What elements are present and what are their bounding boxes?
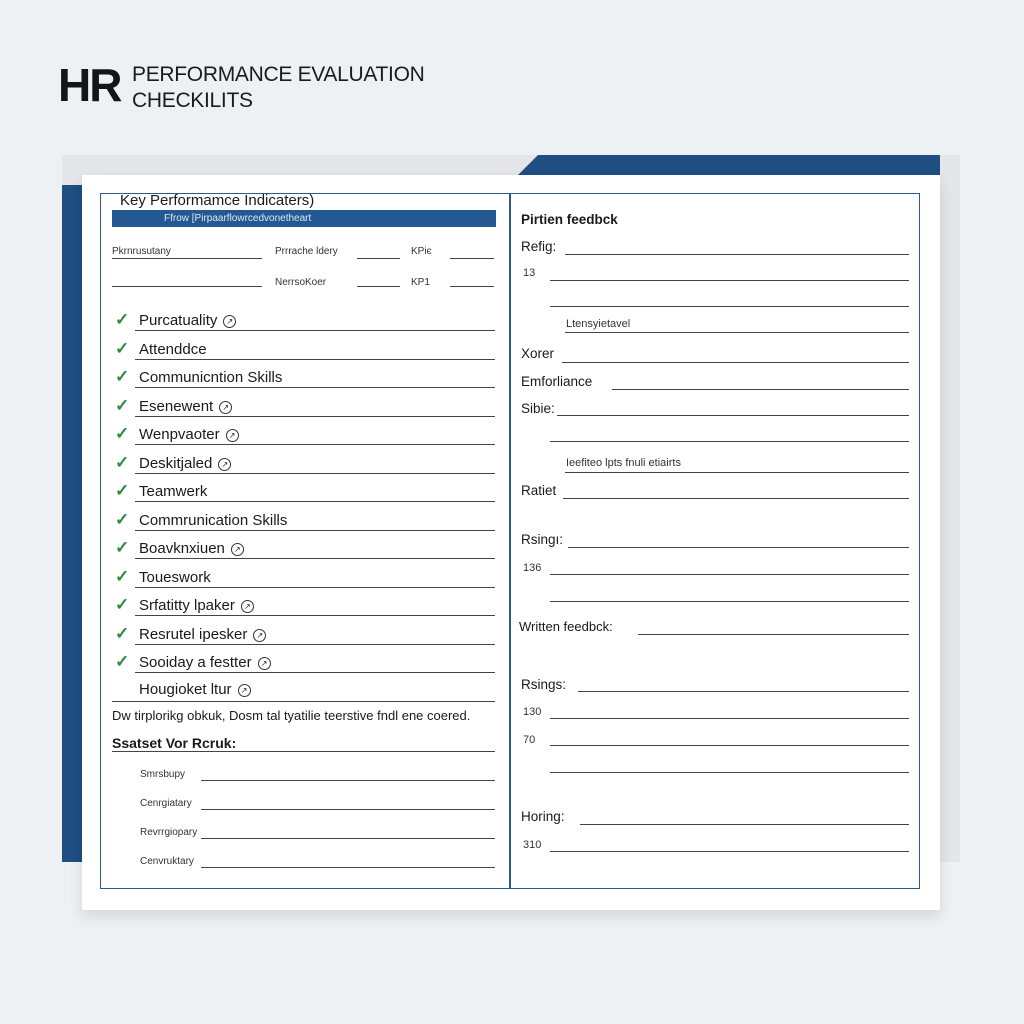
check-icon[interactable]: ✓ [115, 481, 130, 500]
field-label: Pkrnrusutany [112, 246, 171, 257]
signature-line[interactable] [201, 809, 495, 810]
row-label: Horing: [521, 809, 565, 824]
row-label: Sibie: [521, 401, 555, 416]
item-line [135, 615, 495, 616]
checklist-item[interactable] [115, 538, 244, 558]
signature-label: Cenvruktary [140, 856, 194, 867]
check-icon[interactable]: ✓ [115, 509, 130, 529]
checklist-item[interactable] [115, 481, 207, 501]
input-line[interactable] [580, 824, 909, 825]
check-icon[interactable]: ✓ [115, 623, 130, 643]
row-number: 310 [523, 839, 542, 851]
input-line[interactable] [550, 601, 909, 602]
info-circle-icon[interactable]: ↗ [223, 315, 236, 328]
check-icon[interactable]: ✓ [115, 595, 130, 614]
check-icon[interactable]: ✓ [115, 538, 130, 557]
check-icon[interactable]: ✓ [115, 652, 130, 671]
checklist-item-label: Deskitjaled [139, 454, 213, 472]
check-icon[interactable]: ✓ [115, 367, 130, 386]
item-line [135, 644, 495, 645]
info-circle-icon[interactable]: ↗ [226, 429, 239, 442]
info-circle-icon[interactable]: ↗ [219, 401, 232, 414]
input-line[interactable] [550, 772, 909, 773]
section-heading: Ssatset Vor Rcruk: [112, 735, 237, 751]
item-line [135, 558, 495, 559]
field-label: NerrsoKoer [275, 277, 327, 288]
item-line [135, 359, 495, 360]
item-line [135, 387, 495, 388]
check-icon[interactable]: ✓ [115, 338, 130, 358]
row-number: 136 [523, 562, 542, 574]
check-icon[interactable]: ✓ [115, 395, 130, 415]
input-line[interactable] [565, 254, 909, 255]
row-label: Rsingı: [521, 532, 564, 547]
item-line [135, 330, 495, 331]
check-icon[interactable]: ✓ [115, 452, 130, 472]
checklist-item[interactable] [115, 367, 282, 387]
input-line[interactable] [550, 574, 909, 575]
row-label: Written feedbck: [519, 619, 613, 634]
signature-line[interactable] [201, 867, 495, 868]
input-line[interactable] [568, 547, 909, 548]
accent-band [518, 155, 940, 175]
input-line[interactable] [578, 691, 909, 692]
title-line-2: CHECKILITS [132, 89, 253, 112]
field-line[interactable] [357, 286, 400, 287]
kpi-bar: Ffrow [Pirpaarflowrcedvonetheart [112, 210, 496, 227]
info-circle-icon[interactable]: ↗ [238, 684, 251, 697]
item-line [135, 587, 495, 588]
row-label: Emforliance [521, 374, 593, 389]
row-label: Rsings: [521, 677, 567, 692]
item-line [135, 672, 495, 673]
input-line[interactable] [550, 745, 909, 746]
row-text: Ieefiteo lpts fnuli etiairts [566, 457, 681, 469]
input-line[interactable] [550, 441, 909, 442]
checklist-item[interactable] [115, 424, 239, 444]
feedback-heading: Pirtien feedbck [521, 212, 618, 227]
field-line[interactable] [450, 258, 494, 259]
title-line-1: PERFORMANCE EVALUATION [132, 63, 425, 86]
checklist-item[interactable] [115, 595, 254, 615]
checklist-item-label: Srfatitty lpaker [139, 597, 235, 614]
info-circle-icon[interactable]: ↗ [253, 629, 266, 642]
field-line[interactable] [112, 286, 262, 287]
item-line [112, 701, 495, 702]
row-label: Refig: [521, 239, 557, 254]
info-circle-icon[interactable]: ↗ [231, 543, 244, 556]
item-line [135, 444, 495, 445]
checklist-item[interactable] [115, 310, 236, 330]
checklist-item-label: Boavknxiuen [139, 540, 225, 557]
checklist-item-label: Toueswork [139, 568, 211, 586]
item-line [135, 416, 495, 417]
info-circle-icon[interactable]: ↗ [258, 657, 271, 670]
checklist-item[interactable] [115, 624, 266, 644]
signature-label: Cenrgiatary [140, 798, 192, 809]
note-text: Dw tirplorikg obkuk, Dosm tal tyatilie teerstive fndl ene coered. [112, 708, 471, 723]
input-line[interactable] [562, 362, 909, 363]
check-icon[interactable]: ✓ [115, 566, 130, 586]
field-label: KP1 [411, 277, 430, 288]
hr-logo: HR [58, 59, 121, 111]
checklist-item-label: Teamwerk [139, 483, 208, 500]
row-number: 70 [523, 734, 536, 746]
field-label: Prrrache ldery [275, 246, 338, 257]
input-line[interactable] [565, 332, 909, 333]
input-line[interactable] [550, 718, 909, 719]
checklist-item[interactable] [115, 567, 211, 587]
input-line[interactable] [550, 280, 909, 281]
row-label: Ratiet [521, 483, 557, 498]
input-line[interactable] [612, 389, 909, 390]
checklist-item[interactable] [115, 396, 232, 416]
signature-label: Revrrgiopary [140, 827, 198, 838]
signature-label: Smrsbupy [140, 769, 186, 780]
signature-line[interactable] [201, 838, 495, 839]
input-line[interactable] [550, 851, 909, 852]
checklist-item[interactable] [115, 339, 207, 359]
input-line[interactable] [550, 306, 909, 307]
checklist-item-label: Esenewent [139, 397, 214, 415]
input-line[interactable] [638, 634, 909, 635]
checklist-item-label: Hougioket ltur [139, 680, 232, 698]
input-line[interactable] [557, 415, 909, 416]
field-label: KPiє [411, 246, 432, 257]
input-line[interactable] [563, 498, 909, 499]
row-text: Ltensyietavel [566, 318, 631, 330]
checklist-item-label: Wenpvaoter [139, 426, 220, 443]
checklist-item-label: Commrunication Skills [139, 511, 288, 529]
checklist-item-label: Resrutel ipesker [139, 625, 248, 643]
row-label: Xorer [521, 346, 555, 361]
row-number: 130 [523, 706, 542, 718]
field-line[interactable] [112, 258, 262, 259]
checklist-item-label: Purcatuality [139, 312, 218, 329]
item-line [135, 473, 495, 474]
checklist-item[interactable] [115, 652, 271, 672]
checklist-item[interactable] [115, 510, 287, 530]
field-line[interactable] [357, 258, 400, 259]
accent-strip [62, 185, 82, 862]
kpi-heading: Key Performamce Indicaters) [120, 192, 315, 209]
checklist-item[interactable] [115, 681, 251, 698]
row-number: 13 [523, 267, 536, 279]
field-line[interactable] [450, 286, 494, 287]
input-line[interactable] [565, 472, 909, 473]
check-icon[interactable]: ✓ [115, 424, 130, 443]
signature-line[interactable] [201, 780, 495, 781]
item-line [135, 501, 495, 502]
info-circle-icon[interactable]: ↗ [218, 458, 231, 471]
column-divider [509, 193, 511, 889]
section-line [112, 751, 495, 752]
check-icon[interactable]: ✓ [115, 310, 130, 329]
checklist-item[interactable] [115, 453, 231, 473]
item-line [135, 530, 495, 531]
checklist-item-label: Communicntion Skills [139, 369, 283, 386]
checklist-item-label: Sooiday a festter [139, 654, 252, 671]
info-circle-icon[interactable]: ↗ [241, 600, 254, 613]
checklist-item-label: Attenddce [139, 340, 207, 358]
